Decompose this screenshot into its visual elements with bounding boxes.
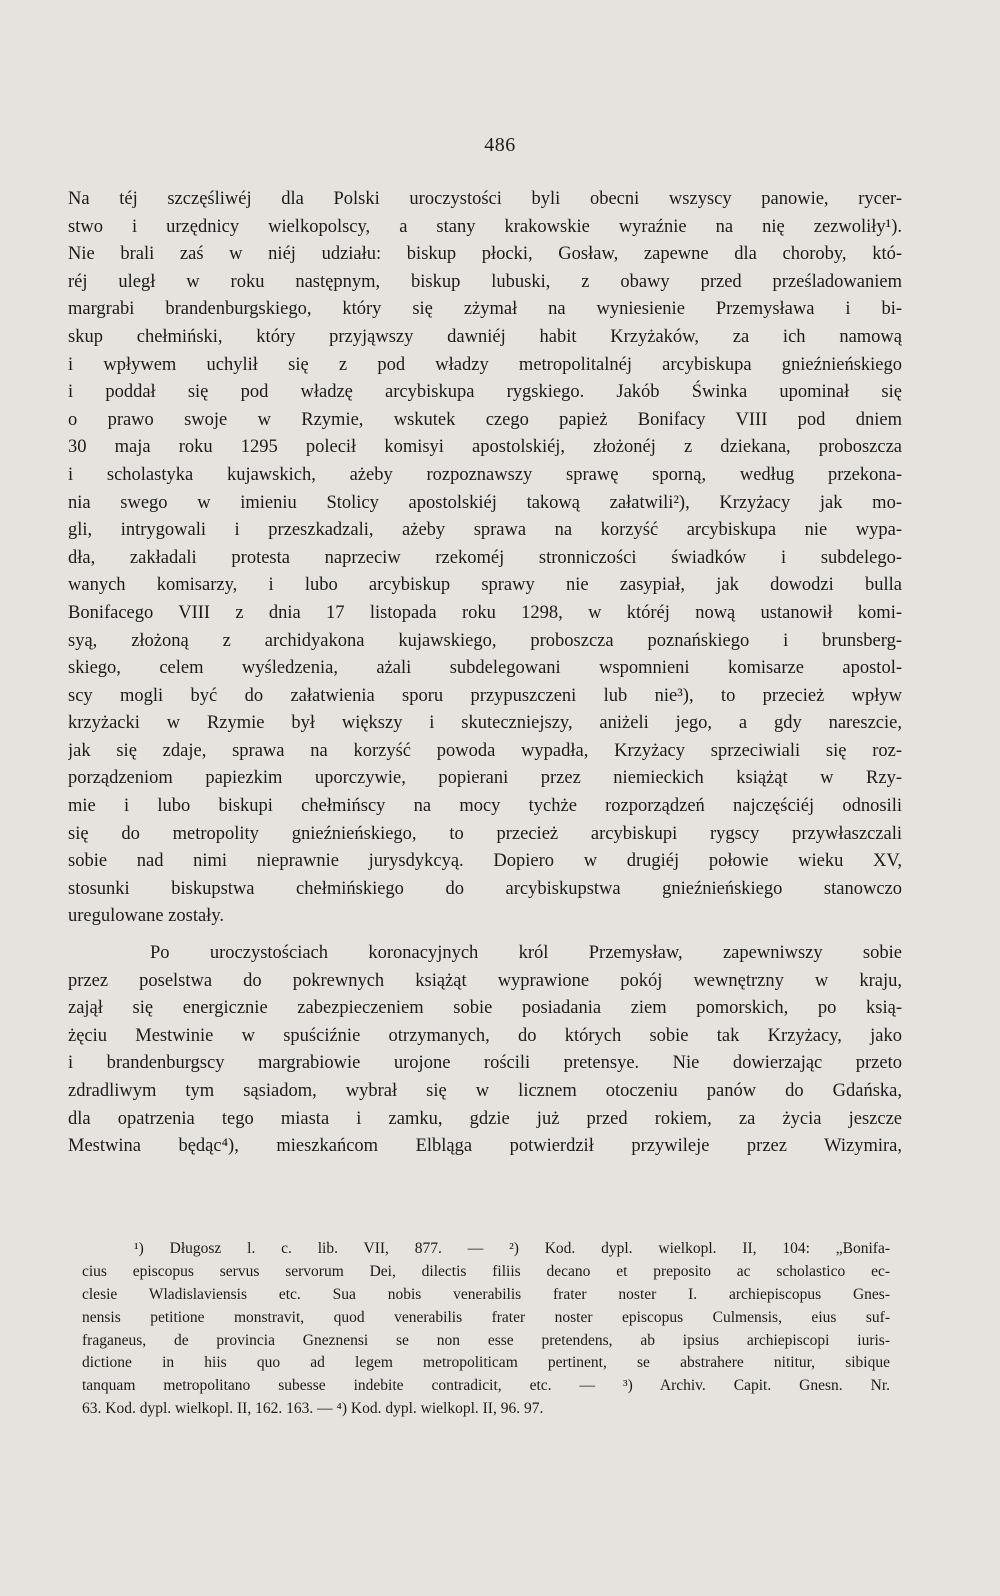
text-line: réj uległ w roku następnym, biskup lubuski, z obawy przed prześladowaniem bbox=[68, 271, 902, 292]
text-line: mie i lubo biskupi chełmińscy na mocy tychże rozporządzeń najczęściéj odnosili bbox=[68, 796, 902, 817]
text-line: wanych komisarzy, i lubo arcybiskup sprawy nie zasypiał, jak dowodzi bulla bbox=[68, 575, 902, 596]
text-line: zdradliwym tym sąsiadom, wybrał się w licznem otoczeniu panów do Gdańska, bbox=[68, 1081, 902, 1101]
footnote-line: nensis petitione monstravit, quod venerabilis frater noster episcopus Culmensis, eius suf- bbox=[82, 1308, 890, 1326]
text-line: skiego, celem wyśledzenia, ażali subdelegowani wspomnieni komisarze apostol- bbox=[68, 658, 902, 679]
footnote-line: tanquam metropolitano subesse indebite contradicit, etc. — ³) Archiv. Capit. Gnesn. Nr. bbox=[82, 1377, 890, 1395]
footnote-line: fraganeus, de provincia Gneznensi se non esse pretendens, ab ipsius archiepiscopi iuris- bbox=[82, 1331, 890, 1349]
text-line: krzyżacki w Rzymie był większy i skuteczniejszy, aniżeli jego, a gdy nareszcie, bbox=[68, 713, 902, 734]
text-line: jak się zdaje, sprawa na korzyść powoda wypadła, Krzyżacy sprzeciwiali się roz- bbox=[68, 740, 902, 761]
text-line: i wpływem uchylił się z pod władzy metropolitalnéj arcybiskupa gnieźnieńskiego bbox=[68, 354, 902, 375]
text-line: margrabi brandenburgskiego, który się zżymał na wyniesienie Przemysława i bi- bbox=[68, 299, 902, 320]
text-line: stwo i urzędnicy wielkopolscy, a stany krakowskie wyraźnie na nię zezwoliły¹). bbox=[68, 216, 902, 237]
paragraph-2 bbox=[68, 940, 902, 1161]
text-line: i scholastyka kujawskich, ażeby rozpoznawszy sprawę sporną, według przekona- bbox=[68, 464, 902, 485]
footnote-line: cius episcopus servus servorum Dei, dilectis filiis decano et preposito ac scholastico ec- bbox=[82, 1262, 890, 1280]
text-line: Mestwina będąc⁴), mieszkańcom Elbląga potwierdził przywileje przez Wizymira, bbox=[68, 1136, 902, 1157]
text-line: dla opatrzenia tego miasta i zamku, gdzie już przed rokiem, za życia jeszcze bbox=[68, 1108, 902, 1129]
text-line: uregulowane zostały. bbox=[68, 906, 224, 927]
footnote-line: dictione in hiis quo ad legem metropoliticam pertinent, se abstrahere nititur, sibique bbox=[82, 1354, 890, 1372]
text-line: syą, złożoną z archidyakona kujawskiego, proboszcza poznańskiego i brunsberg- bbox=[68, 630, 902, 651]
text-line: przez poselstwa do pokrewnych książąt wyprawione pokój wewnętrzny w kraju, bbox=[68, 970, 902, 991]
text-line: Bonifacego VIII z dnia 17 listopada roku 1298, w któréj nową ustanowił komi- bbox=[68, 602, 902, 623]
footnotes bbox=[82, 1238, 890, 1421]
text-line: i poddał się pod władzę arcybiskupa rygskiego. Jakób Świnka upominał się bbox=[68, 382, 902, 403]
text-line: i brandenburgscy margrabiowie urojone rościli pretensye. Nie dowierzając przeto bbox=[68, 1053, 902, 1074]
footnote-line: clesie Wladislaviensis etc. Sua nobis venerabilis frater noster I. archiepiscopus Gnes- bbox=[82, 1285, 890, 1303]
text-line: porządzeniom papiezkim uporczywie, popierani przez niemieckich książąt w Rzy- bbox=[68, 768, 902, 789]
text-line: skup chełmiński, który przyjąwszy dawniéj habit Krzyżaków, za ich namową bbox=[68, 326, 902, 347]
text-line: sobie nad nimi nieprawnie jurysdykcyą. Dopiero w drugiéj połowie wieku XV, bbox=[68, 851, 902, 872]
text-line: 30 maja roku 1295 polecił komisyi apostolskiéj, złożonéj z dziekana, proboszcza bbox=[68, 437, 902, 458]
text-line: scy mogli być do załatwienia sporu przypuszczeni lub nie³), to przecież wpływ bbox=[68, 685, 902, 706]
page-number: 486 bbox=[484, 134, 516, 156]
text-line: o prawo swoje w Rzymie, wskutek czego papież Bonifacy VIII pod dniem bbox=[68, 409, 902, 430]
text-line: gli, intrygowali i przeszkadzali, ażeby sprawa na korzyść arcybiskupa nie wypa- bbox=[68, 520, 902, 541]
text-line: żęciu Mestwinie w spuściźnie otrzymanych, do których sobie tak Krzyżacy, jako bbox=[68, 1025, 902, 1046]
text-line: stosunki biskupstwa chełmińskiego do arcybiskupstwa gnieźnieńskiego stanowczo bbox=[68, 878, 902, 899]
text-line: zajął się energicznie zabezpieczeniem sobie posiadania ziem pomorskich, po ksią- bbox=[68, 998, 902, 1019]
main-text bbox=[68, 186, 902, 1161]
text-line: Nie brali zaś w niéj udziału: biskup płocki, Gosław, zapewne dla choroby, któ- bbox=[68, 244, 902, 265]
text-line: Na téj szczęśliwéj dla Polski uroczystości byli obecni wszyscy panowie, rycer- bbox=[68, 189, 902, 209]
footnote-line: 63. Kod. dypl. wielkopl. II, 162. 163. — ⁴) Kod. dypl. wielkopl. II, 96. 97. bbox=[82, 1400, 544, 1418]
footnote-line: ¹) Długosz l. c. lib. VII, 877. — ²) Kod. dypl. wielkopl. II, 104: „Bonifa- bbox=[134, 1240, 890, 1257]
paragraph-spacer bbox=[68, 931, 902, 940]
paragraph-1 bbox=[68, 186, 902, 931]
text-line: nia swego w imieniu Stolicy apostolskiéj takową załatwili²), Krzyżacy jak mo- bbox=[68, 492, 902, 513]
text-line: Po uroczystościach koronacyjnych król Przemysław, zapewniwszy sobie bbox=[150, 943, 902, 964]
text-line: się do metropolity gnieźnieńskiego, to przecież arcybiskupi rygscy przywłaszczali bbox=[68, 823, 902, 844]
text-line: dła, zakładali protesta naprzeciw rzekoméj stronniczości świadków i subdelego- bbox=[68, 547, 902, 568]
